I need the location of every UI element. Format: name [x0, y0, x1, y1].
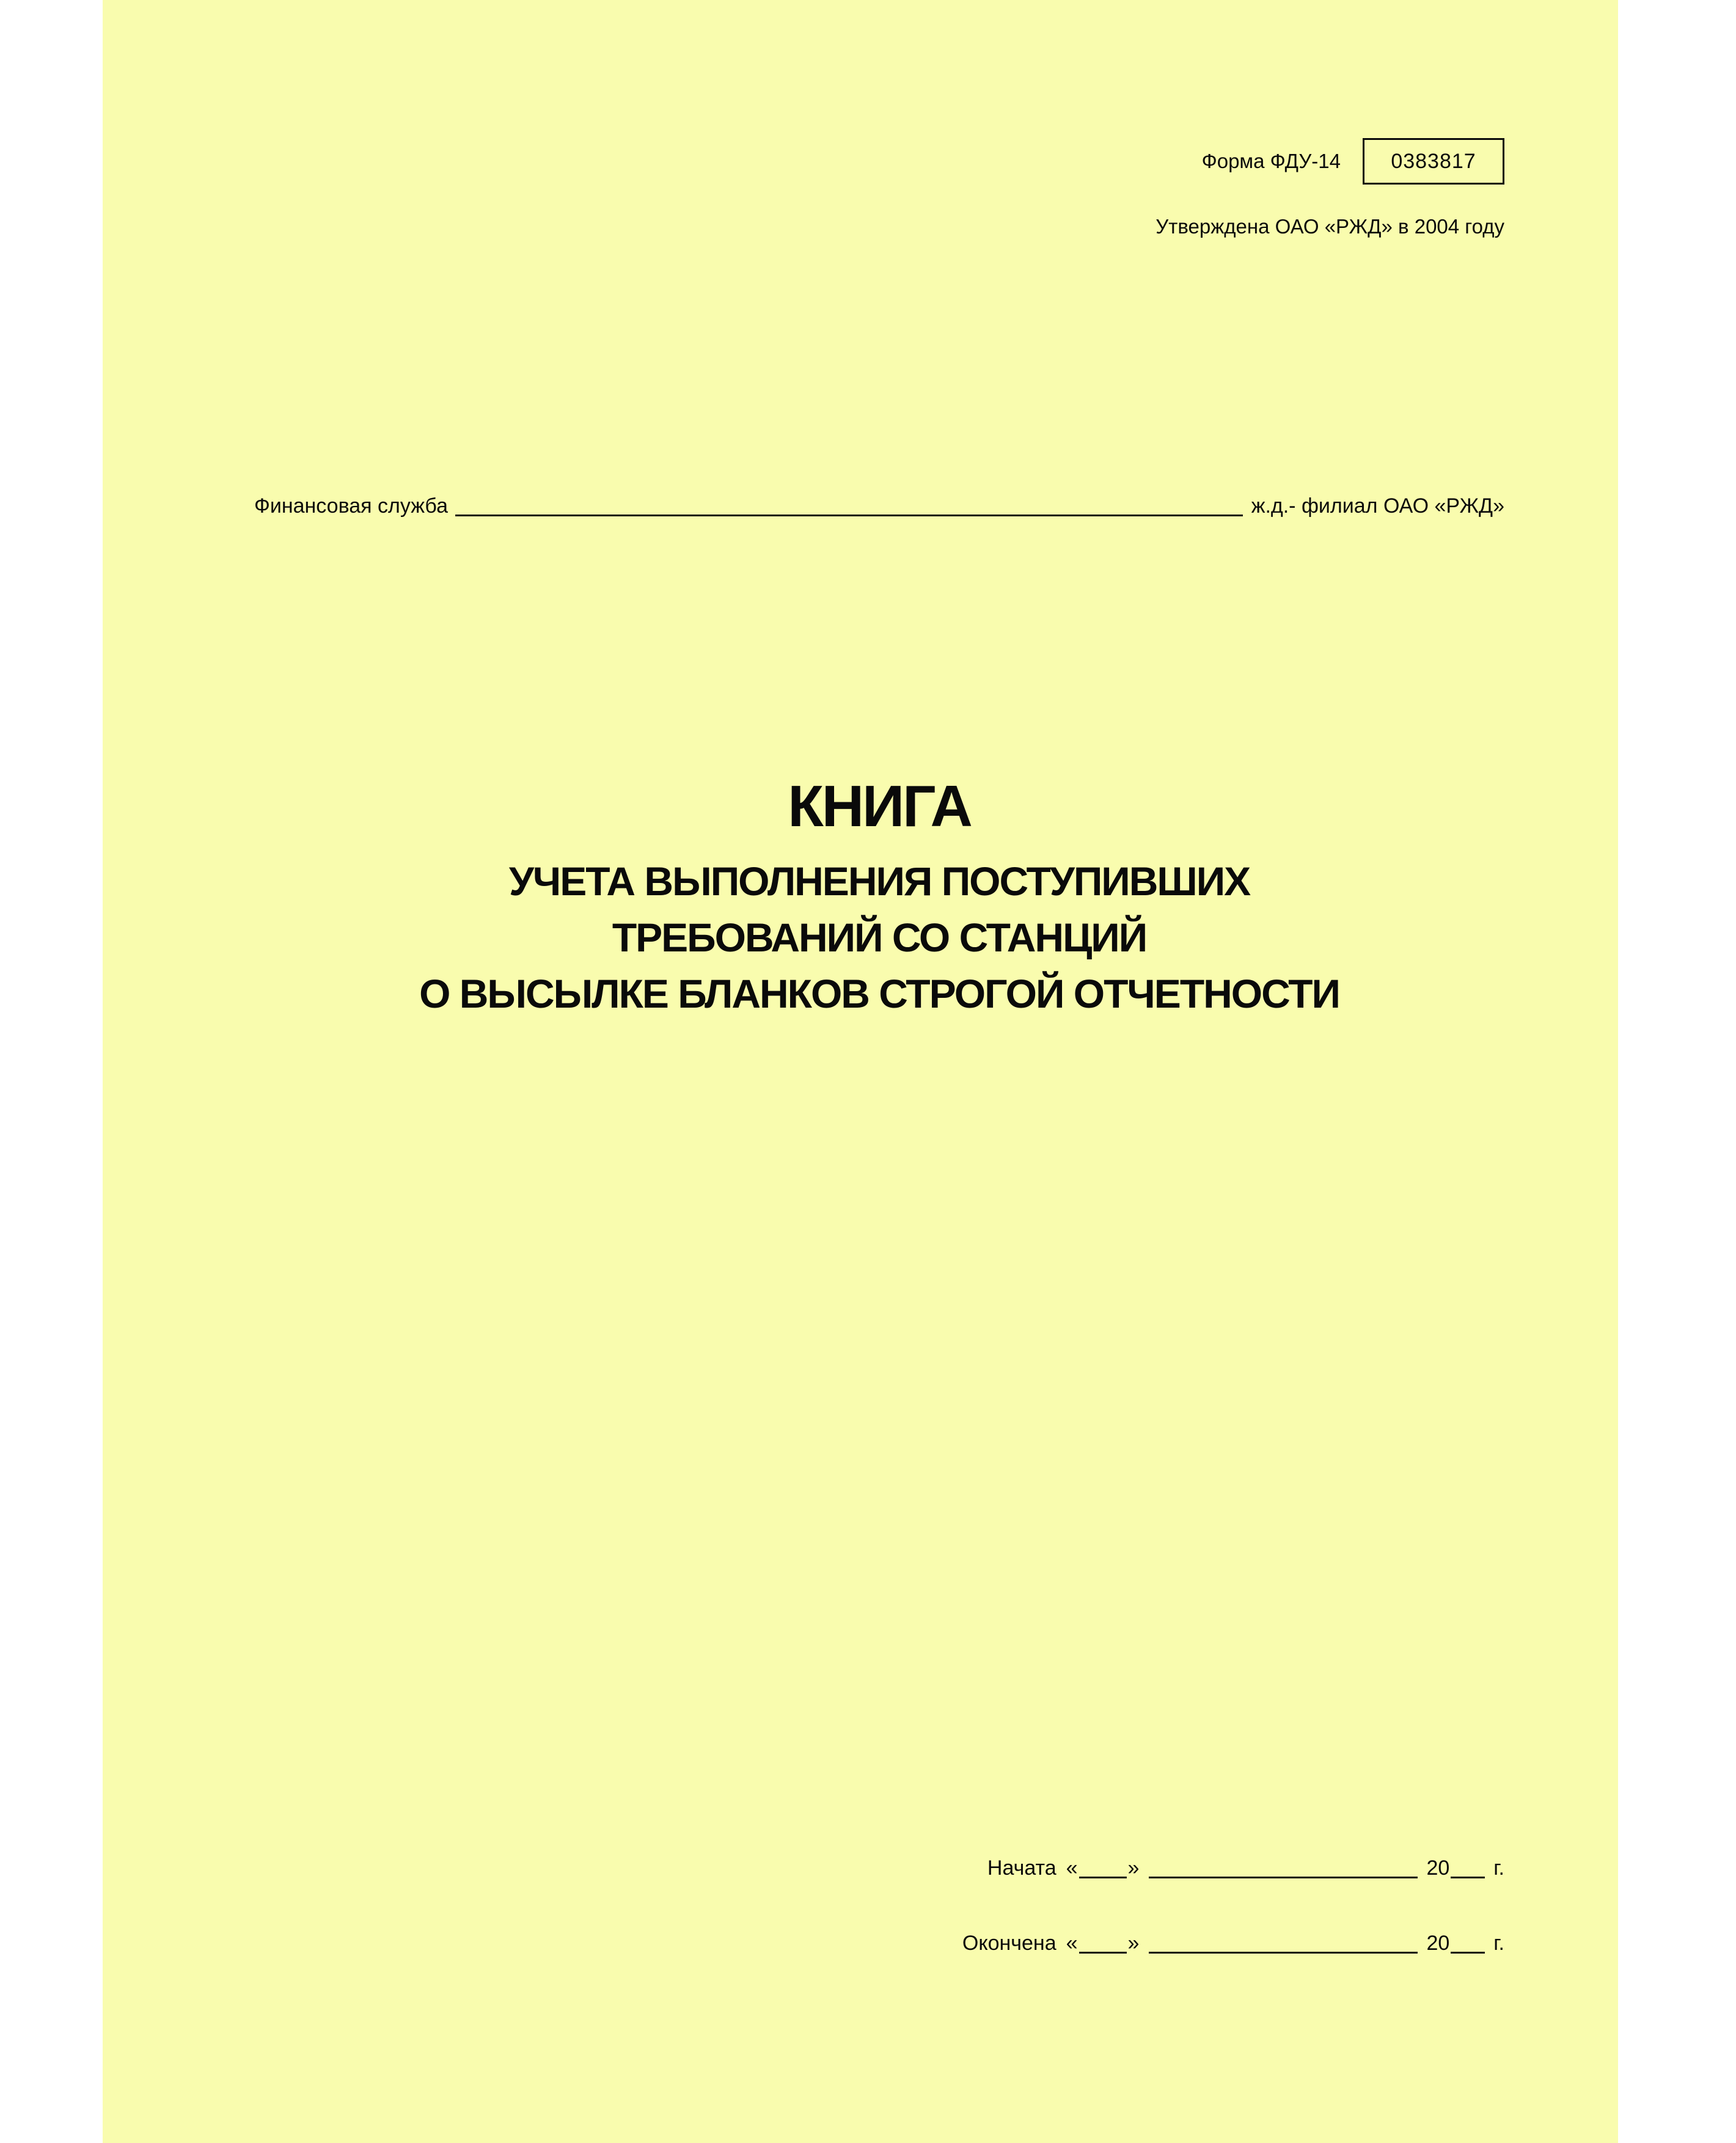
railway-affiliation-label: ж.д.- филиал ОАО «РЖД»: [1251, 494, 1504, 518]
start-day-blank: [1079, 1870, 1127, 1878]
end-year-suffix: г.: [1493, 1932, 1504, 1955]
quote-open: «: [1066, 1932, 1078, 1955]
dates-block: [962, 1855, 1504, 1956]
quote-close: »: [1127, 1856, 1140, 1880]
book-title-line-2: УЧЕТА ВЫПОЛНЕНИЯ ПОСТУПИВШИХ: [508, 859, 1250, 904]
start-year-suffix: г.: [1493, 1856, 1504, 1880]
form-paper-sheet: [103, 0, 1618, 2143]
form-number: 0383817: [1391, 149, 1476, 173]
end-date-line: [962, 1930, 1504, 1956]
form-code-label: Форма ФДУ-14: [1201, 150, 1341, 172]
approval-note: Утверждена ОАО «РЖД» в 2004 году: [1156, 215, 1504, 238]
book-title: [254, 774, 1504, 1022]
quote-open: «: [1066, 1856, 1078, 1880]
book-title-line-3: ТРЕБОВАНИЙ СО СТАНЦИЙ: [612, 915, 1147, 960]
start-year-blank: [1451, 1870, 1485, 1878]
book-title-line-4: О ВЫСЫЛКЕ БЛАНКОВ СТРОГОЙ ОТЧЕТНОСТИ: [419, 971, 1339, 1016]
book-title-subtitle: [254, 853, 1504, 1022]
service-line: [254, 493, 1504, 519]
end-year-blank: [1451, 1946, 1485, 1954]
start-year-century: 20: [1426, 1856, 1450, 1880]
end-day-blank: [1079, 1946, 1127, 1954]
start-date-label: Начата: [987, 1856, 1057, 1880]
start-month-blank: [1149, 1870, 1418, 1878]
end-month-blank: [1149, 1946, 1418, 1954]
form-code-row: [1202, 138, 1504, 185]
end-year-century: 20: [1426, 1932, 1450, 1955]
quote-close: »: [1127, 1932, 1140, 1955]
service-label: Финансовая служба: [254, 494, 448, 518]
book-title-main: КНИГА: [788, 774, 971, 839]
service-blank-line: [455, 508, 1243, 516]
start-date-line: [962, 1855, 1504, 1881]
end-date-label: Окончена: [962, 1932, 1057, 1955]
form-number-box: [1363, 138, 1504, 185]
